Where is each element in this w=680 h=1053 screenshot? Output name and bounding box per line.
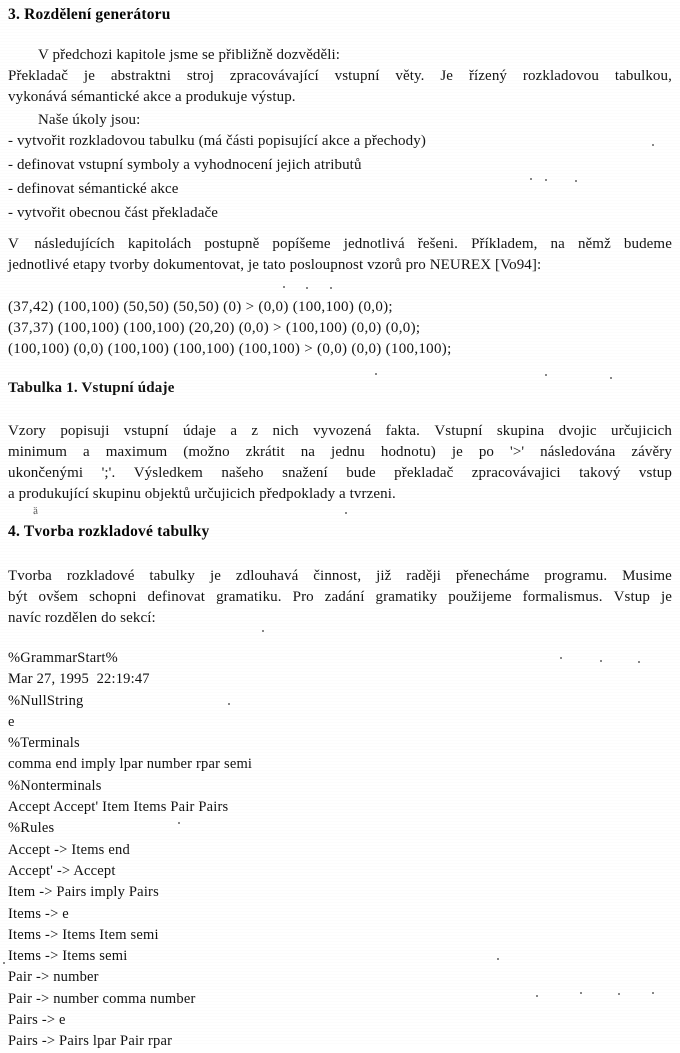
scan-speck <box>262 630 264 632</box>
grammar-line: Accept Accept' Item Items Pair Pairs <box>8 799 229 816</box>
grammar-line: Pair -> number comma number <box>8 990 196 1007</box>
paragraph-line: jednotlivé etapy tvorby dokumentovat, je tato posloupnost vzorů pro NEUREX [Vo94]: <box>8 257 542 273</box>
section-3-intro-line: V předchozi kapitole jsme se přibližně dozvěděli: <box>38 47 341 63</box>
scan-speck <box>545 179 547 181</box>
section-3-paragraph-1 <box>8 66 672 108</box>
grammar-line: Pairs -> e <box>8 1012 66 1029</box>
scan-speck <box>536 995 538 997</box>
grammar-line: %Rules <box>8 820 55 837</box>
task-item-4: - vytvořit obecnou část překladače <box>8 205 218 221</box>
section-4-paragraph <box>8 566 672 629</box>
table1-data-row: (100,100) (0,0) (100,100) (100,100) (100,100) > (0,0) (0,0) (100,100); <box>8 341 452 357</box>
grammar-line: %Terminals <box>8 735 80 752</box>
paragraph-line: Překladač je abstraktni stroj zpracovávající vstupní věty. Je řízený rozkladovou tabulkou, <box>8 68 672 84</box>
tasks-intro: Naše úkoly jsou: <box>38 112 141 128</box>
scan-speck <box>283 286 285 288</box>
paragraph-line: V následujících kapitolách postupně popíšeme jednotlivá řešeni. Příkladem, na němž budeme <box>8 236 672 252</box>
scan-speck <box>178 822 180 824</box>
scan-speck <box>345 512 347 514</box>
scan-speck <box>575 180 577 182</box>
paragraph-line: ukončenými ';'. Výsledkem našeho snažení bude překladač zpracovávajici takový vstup <box>8 465 672 481</box>
table1-caption: Tabulka 1. Vstupní údaje <box>8 380 175 396</box>
scan-speck <box>610 377 612 379</box>
task-item-3: - definovat sémantické akce <box>8 181 179 197</box>
paragraph-line: a produkující skupinu objektů určujicich předpoklady a tvrzeni. <box>8 486 396 502</box>
scan-speck <box>600 660 602 662</box>
task-item-1: - vytvořit rozkladovou tabulku (má části popisující akce a přechody) <box>8 133 426 149</box>
scan-speck <box>580 992 582 994</box>
scan-speck <box>228 703 230 705</box>
scan-speck <box>530 178 532 180</box>
paragraph-line: vykonává sémantické akce a produkuje výstup. <box>8 89 296 105</box>
paragraph-line: Tvorba rozkladové tabulky je zdlouhavá činnost, již raději přenecháme programu. Musime <box>8 568 672 584</box>
scan-speck <box>638 661 640 663</box>
table1-data-row: (37,37) (100,100) (100,100) (20,20) (0,0) > (100,100) (0,0) (0,0); <box>8 320 421 336</box>
scan-speck <box>618 993 620 995</box>
grammar-line: Item -> Pairs imply Pairs <box>8 884 159 901</box>
grammar-line: Pairs -> Pairs lpar Pair rpar <box>8 1033 173 1050</box>
scan-speck <box>306 287 308 289</box>
grammar-line: %GrammarStart% <box>8 650 118 666</box>
scan-speck <box>330 287 332 289</box>
scan-speck <box>652 992 654 994</box>
scan-speck <box>375 373 377 375</box>
grammar-line: Accept' -> Accept <box>8 862 116 879</box>
paragraph-line: navíc rozdělen do sekcí: <box>8 610 156 626</box>
grammar-line: Items -> e <box>8 905 69 922</box>
section-3-paragraph-2 <box>8 234 672 276</box>
section-4-heading: 4. Tvorba rozkladové tabulky <box>8 523 210 540</box>
table1-explanation <box>8 421 672 505</box>
scan-speck <box>652 144 654 146</box>
grammar-listing <box>8 648 508 1053</box>
scan-artifact-mark: ä <box>32 504 39 518</box>
grammar-line: Mar 27, 1995 22:19:47 <box>8 671 150 688</box>
grammar-line: Pair -> number <box>8 969 99 986</box>
grammar-line: %NullString <box>8 692 84 709</box>
paragraph-line: minimum a maximum (možno zkrátit na jednu hodnotu) je po '>' následována závěry <box>8 444 672 460</box>
scan-speck <box>545 374 547 376</box>
task-item-2: - definovat vstupní symboly a vyhodnocení jejich atributů <box>8 157 362 173</box>
grammar-line: Items -> Items Item semi <box>8 926 159 943</box>
scan-speck <box>497 958 499 960</box>
paragraph-line: Vzory popisuji vstupní údaje a z nich vyvozená fakta. Vstupní skupina dvojic určujicich <box>8 423 672 439</box>
grammar-line: comma end imply lpar number rpar semi <box>8 756 253 773</box>
section-3-heading: 3. Rozdělení generátoru <box>8 6 171 23</box>
grammar-line: e <box>8 713 15 730</box>
grammar-line: %Nonterminals <box>8 777 102 794</box>
table1-data-row: (37,42) (100,100) (50,50) (50,50) (0) > (0,0) (100,100) (0,0); <box>8 299 393 315</box>
grammar-line: Items -> Items semi <box>8 948 128 965</box>
scan-speck <box>560 657 562 659</box>
grammar-line: Accept -> Items end <box>8 841 130 858</box>
paragraph-line: být ovšem schopni definovat gramatiku. Pro zadání gramatiky použijeme formalismus. Vstup je <box>8 589 672 605</box>
scan-speck <box>3 962 5 964</box>
